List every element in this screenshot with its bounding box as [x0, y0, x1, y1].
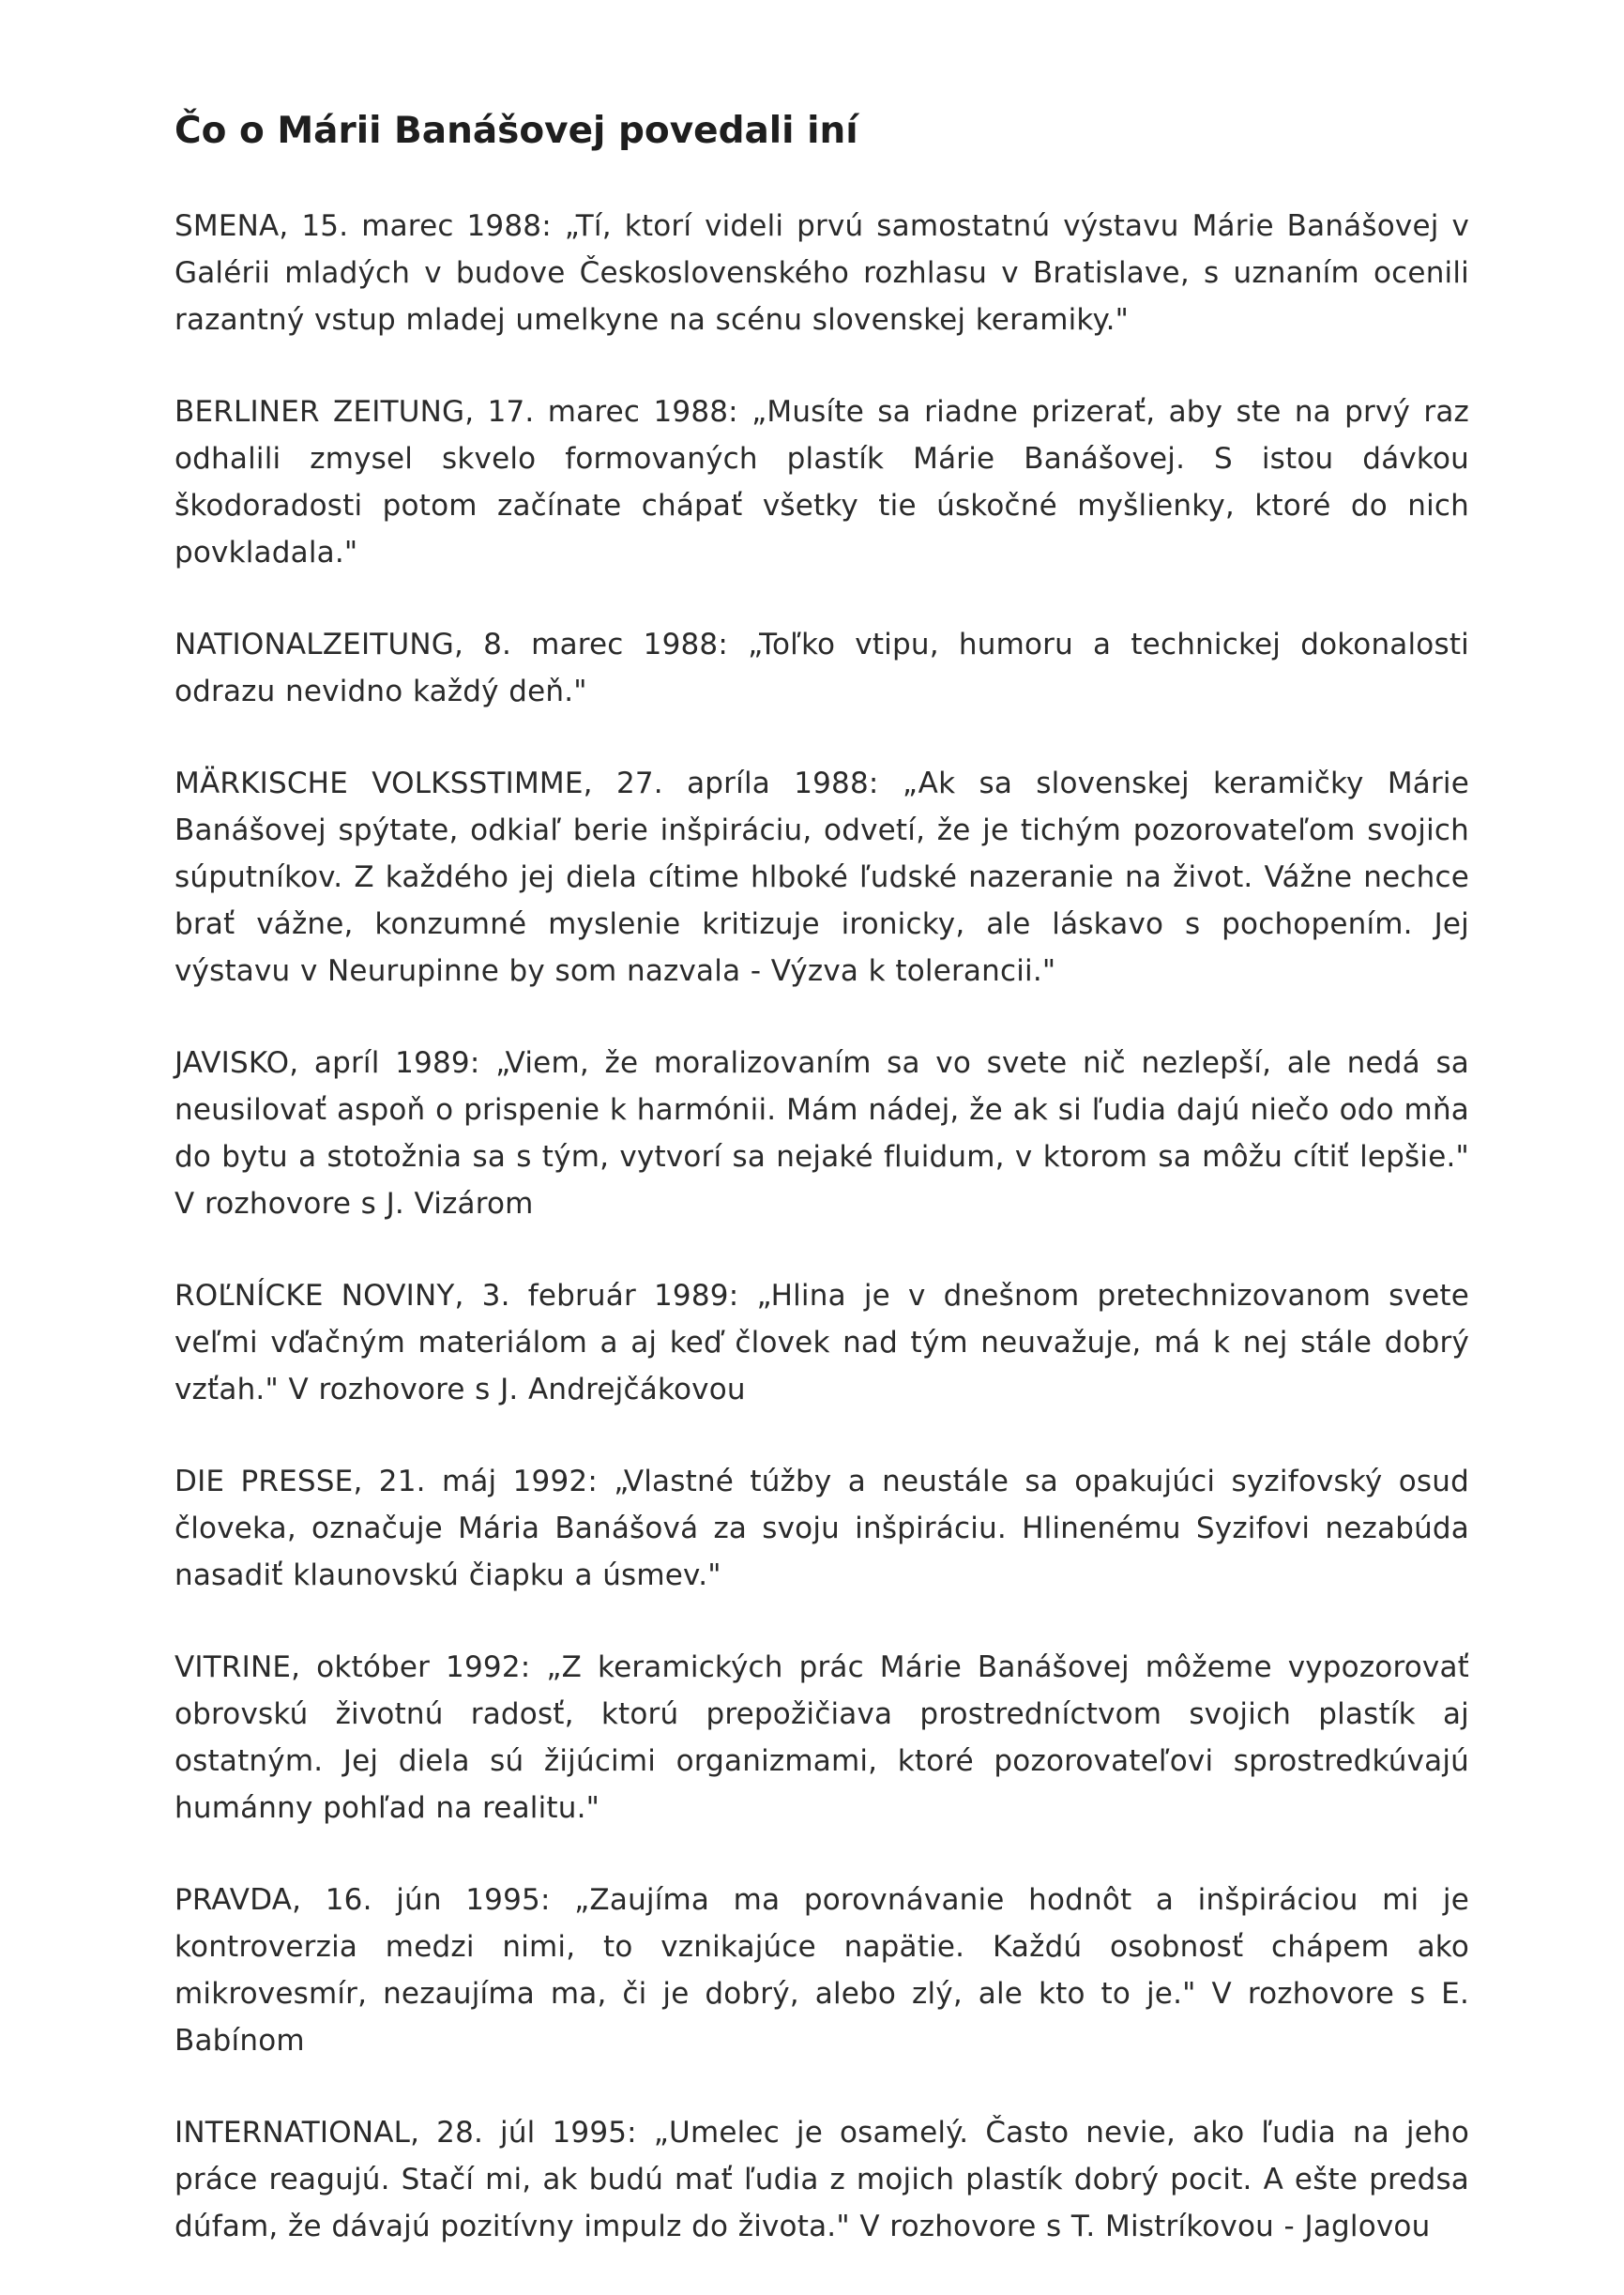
- quote-text: „Vlastné túžby a neustále sa opakujúci syzifovský osud človeka, označuje Mária Banášová za svoju inšpiráciu. Hlinenému Syzifovi nezabúda nasadiť klaunovskú čiapku a úsmev.": [175, 1465, 1469, 1592]
- quote-entry-rolnicke-noviny: [175, 1272, 1469, 1413]
- quote-source: INTERNATIONAL, 28. júl 1995:: [175, 2116, 637, 2150]
- quote-text: „Musíte sa riadne prizerať, aby ste na prvý raz odhalili zmysel skvelo formovaných plastík Márie Banášovej. S istou dávkou škodoradosti potom začínate chápať všetky tie úskočné myšlienky, ktoré do nich povkladala.": [175, 395, 1469, 570]
- quote-source: BERLINER ZEITUNG, 17. marec 1988:: [175, 395, 738, 429]
- page-title: Čo o Márii Banášovej povedali iní: [175, 110, 858, 152]
- quote-source: ROĽNÍCKE NOVINY, 3. február 1989:: [175, 1279, 739, 1313]
- quote-text: „Viem, že moralizovaním sa vo svete nič nezlepší, ale nedá sa neusilovať aspoň o prispenie k harmónii. Mám nádej, že ak si ľudia dajú niečo odo mňa do bytu a stotožnia sa s tým, vytvorí sa nejaké fluidum, v ktorom sa môžu cítiť lepšie." V rozhovore s J. Vizárom: [175, 1046, 1469, 1221]
- quote-source: SMENA, 15. marec 1988:: [175, 209, 552, 243]
- quote-entry-vitrine: [175, 1644, 1469, 1831]
- quote-entry-die-presse: [175, 1458, 1469, 1599]
- quote-source: DIE PRESSE, 21. máj 1992:: [175, 1465, 598, 1498]
- document-content: [175, 109, 1469, 2295]
- quote-source: JAVISKO, apríl 1989:: [175, 1046, 480, 1080]
- quote-source: VITRINE, október 1992:: [175, 1650, 531, 1684]
- quote-entry-nationalzeitung: [175, 621, 1469, 715]
- quote-entry-pravda: [175, 1877, 1469, 2064]
- quote-text: „Toľko vtipu, humoru a technickej dokonalosti odrazu nevidno každý deň.": [175, 628, 1469, 708]
- quote-entry-international: [175, 2109, 1469, 2250]
- quote-text: „Umelec je osamelý. Často nevie, ako ľudia na jeho práce reagujú. Stačí mi, ak budú mať ľudia z mojich plastík dobrý pocit. A ešte predsa dúfam, že dávajú pozitívny impulz do života." V rozhovore s T. Mistríkovou - Jaglovou: [175, 2116, 1470, 2243]
- quote-text: „Tí, ktorí videli prvú samostatnú výstavu Márie Banášovej v Galérii mladých v budove Československého rozhlasu v Bratislave, s uznaním ocenili razantný vstup mladej umelkyne na scénu slovenskej keramiky.": [175, 209, 1469, 337]
- quote-source: PRAVDA, 16. jún 1995:: [175, 1883, 551, 1917]
- quote-entry-markische-volksstimme: [175, 760, 1469, 995]
- quote-entry-berliner-zeitung: [175, 388, 1469, 576]
- quote-source: NATIONALZEITUNG, 8. marec 1988:: [175, 628, 728, 661]
- quote-entry-javisko: [175, 1040, 1469, 1227]
- quote-text: „Z keramických prác Márie Banášovej môžeme vypozorovať obrovskú životnú radosť, ktorú prepožičiava prostredníctvom svojich plastík aj ostatným. Jej diela sú žijúcimi organizmami, ktoré pozorovateľovi sprostredkúvajú humánny pohľad na realitu.": [175, 1650, 1469, 1825]
- quote-text: „Zaujíma ma porovnávanie hodnôt a inšpiráciou mi je kontroverzia medzi nimi, to vznikajúce napätie. Každú osobnosť chápem ako mikrovesmír, nezaujíma ma, či je dobrý, alebo zlý, ale kto to je." V rozhovore s E. Babínom: [175, 1883, 1469, 2058]
- quote-entry-smena: [175, 203, 1469, 343]
- quote-source: MÄRKISCHE VOLKSSTIMME, 27. apríla 1988:: [175, 767, 879, 800]
- quote-text: „Hlina je v dnešnom pretechnizovanom svete veľmi vďačným materiálom a aj keď človek nad tým neuvažuje, má k nej stále dobrý vzťah." V rozhovore s J. Andrejčákovou: [175, 1279, 1469, 1406]
- quote-text: „Ak sa slovenskej keramičky Márie Banášovej spýtate, odkiaľ berie inšpiráciu, odvetí, že je tichým pozorovateľom svojich súputníkov. Z každého jej diela cítime hlboké ľudské nazeranie na život. Vážne nechce brať vážne, konzumné myslenie kritizuje ironicky, ale láskavo s pochopením. Jej výstavu v Neurupinne by som nazvala - Výzva k tolerancii.": [175, 767, 1469, 988]
